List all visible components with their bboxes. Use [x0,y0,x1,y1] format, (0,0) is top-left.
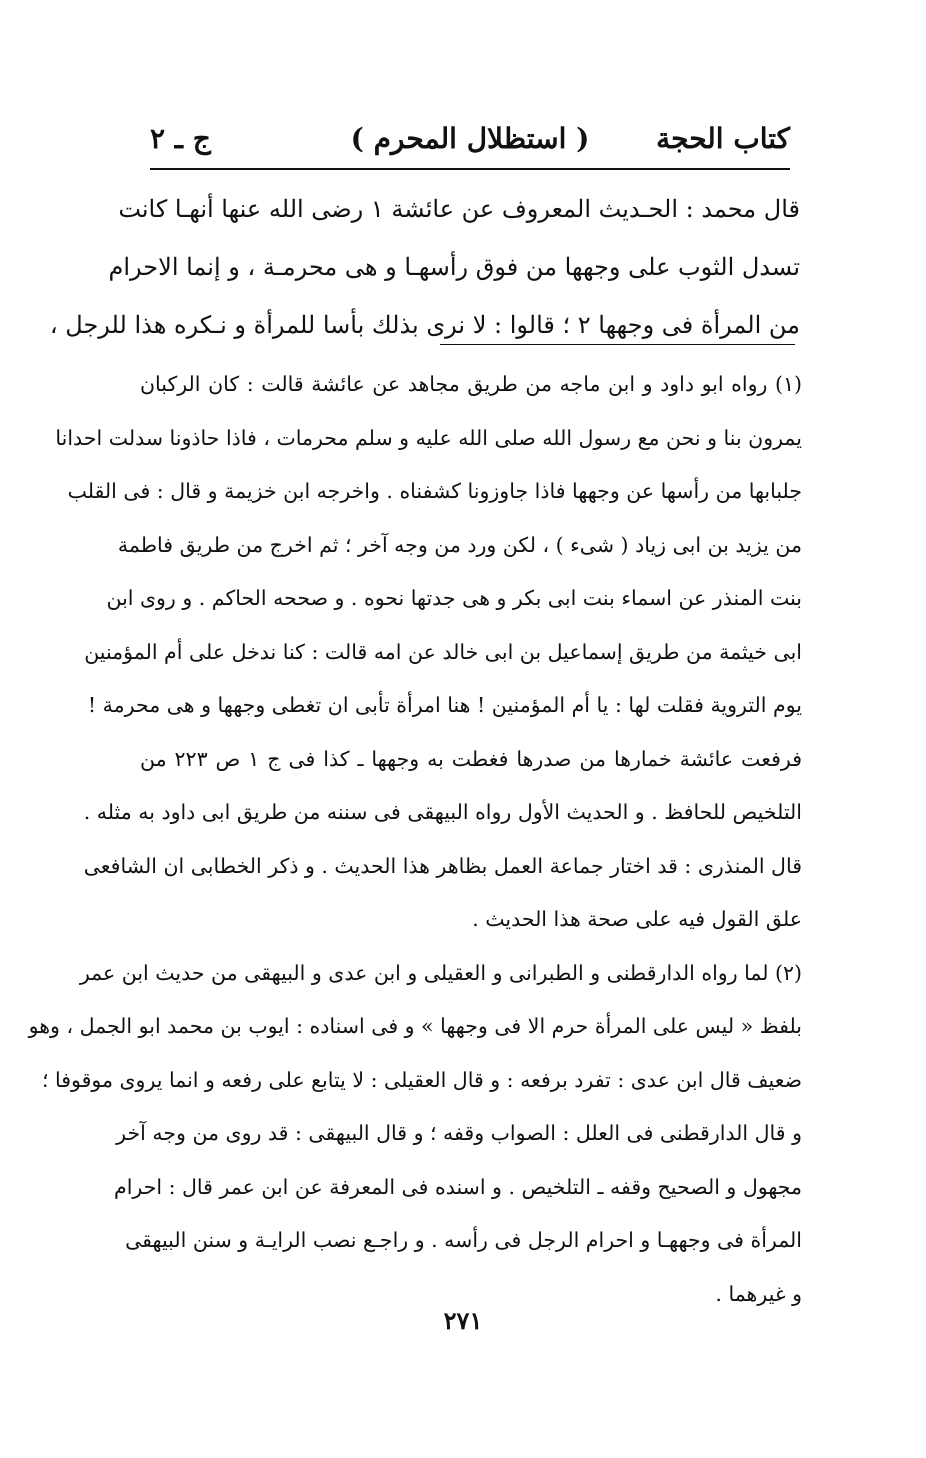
footnote-line: من يزيد بن ابى زياد ( شىء ) ، لكن ورد من وجه آخر ؛ ثم اخرج من طريق فاطمة [117,532,802,557]
footnote-line: و غيرهما . [715,1281,802,1306]
chapter-title: ( استظلال المحرم ) [350,121,590,155]
footnote-line: يمرون بنا و نحن مع رسول الله صلى الله عليه و سلم محرمات ، فاذا حاذونا سدلت احدانا [55,425,802,450]
footnote-line: و قال الدارقطنى فى العلل : الصواب وقفه ؛ و قال البيهقى : قد روى من وجه آخر [116,1121,802,1145]
footnote-line: قال المنذرى : قد اختار جماعة العمل بظاهر هذا الحديث . و ذكر الخطابى ان الشافعى [83,853,802,878]
page-number: ٢٧١ [443,1306,483,1335]
footnote-line: يوم التروية فقلت لها : يا أم المؤمنين ! هنا امرأة تأبى ان تغطى وجهها و هى محرمة ! [87,693,802,717]
footnote-line: (١) رواه ابو داود و ابن ماجه من طريق مجاهد عن عائشة قالت : كان الركبان [140,372,802,396]
footnote-line: فرفعت عائشة خمارها من صدرها فغطت به وجهها ـ كذا فى ج ١ ص ٢٢٣ من [140,746,802,771]
footnote-line: ابى خيثمة من طريق إسماعيل بن ابى خالد عن امه قالت : كنا ندخل على أم المؤمنين [84,639,802,664]
main-text-line: من المرأة فى وجهها ٢ ؛ قالوا : لا نرى بذلك بأسا للمرأة و نـكره هذا للرجل ، [49,311,800,339]
footnotes [28,358,802,1321]
footnote-separator [440,344,795,345]
footnote-line: ضعيف قال ابن عدى : تفرد برفعه : و قال العقيلى : لا يتابع على رفعه و انما يروى موقوفا ؛ [41,1067,802,1092]
footnote-line: التلخيص للحافظ . و الحديث الأول رواه البيهقى فى سننه من طريق ابى داود به مثله . [83,800,802,824]
header-rule [150,168,790,170]
book-title: كتاب الحجة [656,121,790,155]
main-text [49,180,800,354]
footnote-line: (٢) لما رواه الدارقطنى و الطبرانى و العقيلى و ابن عدى و البيهقى من حديث ابن عمر [79,960,802,985]
main-text-line: تسدل الثوب على وجهها من فوق رأسهـا و هى محرمـة ، و إنما الاحرام [108,253,800,281]
footnote-line: المرأة فى وجههـا و احرام الرجل فى رأسه . و راجـع نصب الرايـة و سنن البيهقى [125,1228,802,1252]
footnote-line: جلبابها من رأسها عن وجهها فاذا جاوزونا كشفناه . واخرجه ابن خزيمة و قال : فى القلب [67,479,802,503]
footnote-line: علق القول فيه على صحة هذا الحديث . [472,907,802,931]
footnote-line: بنت المنذر عن اسماء بنت ابى بكر و هى جدتها نحوه . و صححه الحاكم . و روى ابن [106,586,802,610]
volume-label: ج ـ ٢ [150,121,211,155]
footnote-line: بلفظ « ليس على المرأة حرم الا فى وجهها » و فى اسناده : ايوب بن محمد ابو الجمل ، وهو [28,1014,802,1038]
footnote-line: مجهول و الصحيح وقفه ـ التلخيص . و اسنده فى المعرفة عن ابن عمر قال : احرام [114,1174,802,1199]
running-header [150,112,790,164]
main-text-line: قال محمد : الحـديث المعروف عن عائشة ١ رضى الله عنها أنهـا كانت [118,195,800,223]
